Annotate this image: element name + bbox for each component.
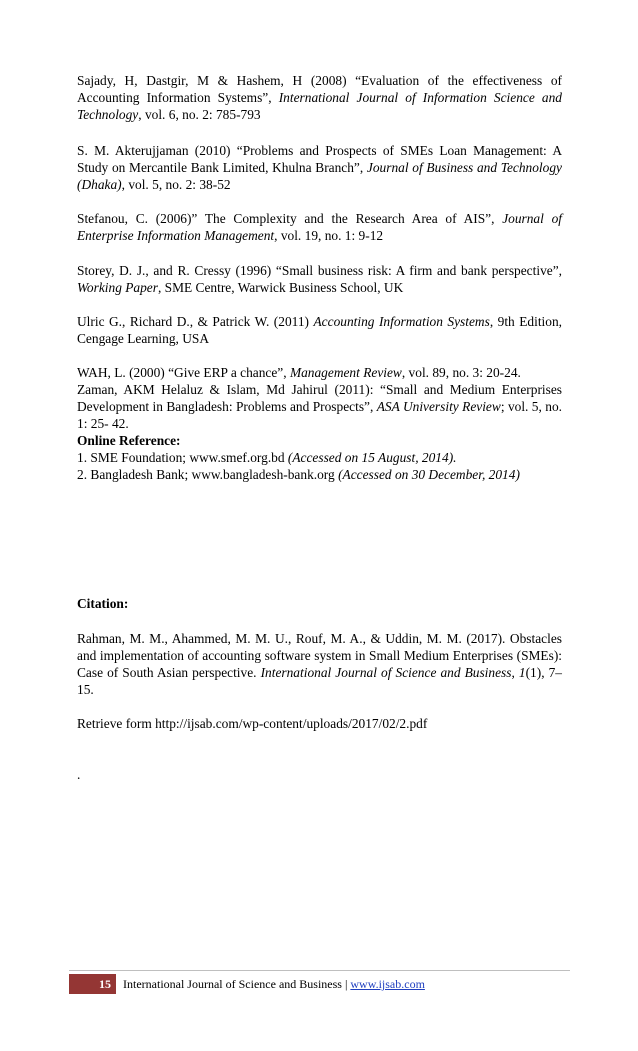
reference-akterujjaman: S. M. Akterujjaman (2010) “Problems and Prospects of SMEs Loan Management: A Study on Mercantile Bank Limited, Khulna Branch”, Journal of Business and Technology (Dhaka), vol. 5, no. 2: 38-52 bbox=[77, 143, 562, 192]
footer-journal: International Journal of Science and Business | www.ijsab.com bbox=[123, 977, 425, 991]
footer-divider bbox=[69, 970, 570, 971]
reference-sajady: Sajady, H, Dastgir, M & Hashem, H (2008) “Evaluation of the effectiveness of Accounting Information Systems”, International Journal of Information Science and Technology, vol. 6, no. 2: 785-793 bbox=[77, 73, 562, 122]
reference-stefanou: Stefanou, C. (2006)” The Complexity and the Research Area of AIS”, Journal of Enterprise Information Management, vol. 19, no. 1: 9-12 bbox=[77, 211, 563, 243]
reference-zaman: Zaman, AKM Helaluz & Islam, Md Jahirul (2011): “Small and Medium Enterprises Development in Bangladesh: Problems and Prospects”, ASA University Review; vol. 5, no. 1: 25- 42. bbox=[77, 382, 562, 431]
page-number: 15 bbox=[69, 974, 116, 994]
citation-heading: Citation: bbox=[77, 596, 129, 611]
reference-wah: WAH, L. (2000) “Give ERP a chance”, Management Review, vol. 89, no. 3: 20-24. bbox=[77, 365, 521, 380]
reference-ulric: Ulric G., Richard D., & Patrick W. (2011) Accounting Information Systems, 9th Edition, Cengage Learning, USA bbox=[77, 314, 562, 346]
online-reference-item: 2. Bangladesh Bank; www.bangladesh-bank.org (Accessed on 30 December, 2014) bbox=[77, 467, 520, 482]
footer-journal-name: International Journal of Science and Business bbox=[123, 977, 342, 991]
reference-storey: Storey, D. J., and R. Cressy (1996) “Small business risk: A firm and bank perspective”, Working Paper, SME Centre, Warwick Business School, UK bbox=[77, 263, 562, 295]
footer-website-link[interactable]: www.ijsab.com bbox=[350, 977, 425, 991]
citation-text: Rahman, M. M., Ahammed, M. M. U., Rouf, M. A., & Uddin, M. M. (2017). Obstacles and implementation of accounting software system in Small Medium Enterprises (SMEs): Case of South Asian perspective. International Journal of Science and Business, 1(1), 7–15. bbox=[77, 631, 563, 697]
trailing-period: . bbox=[77, 767, 81, 782]
online-reference-item: 1. SME Foundation; www.smef.org.bd (Accessed on 15 August, 2014). bbox=[77, 450, 457, 465]
citation-retrieve-link[interactable]: Retrieve form http://ijsab.com/wp-content/uploads/2017/02/2.pdf bbox=[77, 716, 428, 731]
online-reference-heading: Online Reference: bbox=[77, 433, 181, 448]
